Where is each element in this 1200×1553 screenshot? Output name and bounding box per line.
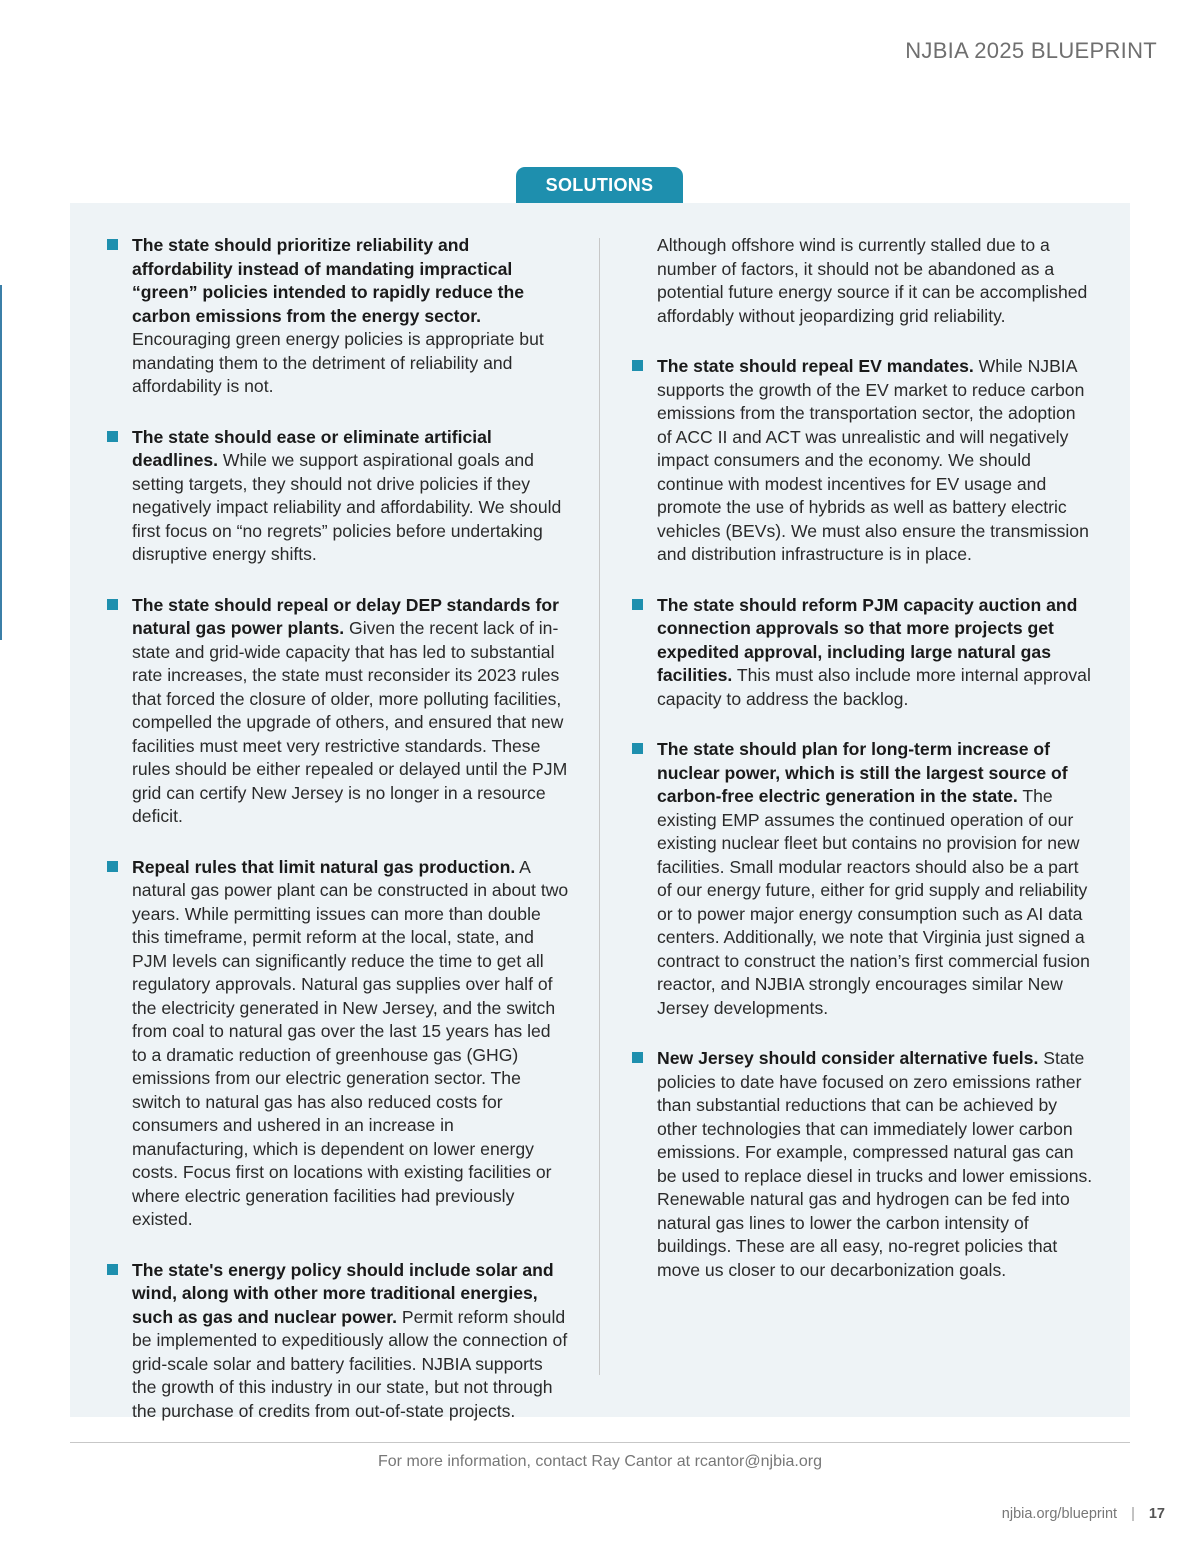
footer-contact: For more information, contact Ray Cantor at rcantor@njbia.org bbox=[378, 1453, 822, 1470]
column-divider bbox=[599, 238, 600, 1375]
solution-heading: The state should prioritize reliability and affordability instead of mandating impractical “green” policies intended to rapidly reduce the carbon emissions from the energy sector. bbox=[132, 235, 525, 326]
solution-heading: New Jersey should consider alternative fuels. bbox=[657, 1048, 1039, 1068]
solution-item bbox=[657, 355, 1095, 567]
solution-heading: Repeal rules that limit natural gas production. bbox=[132, 856, 516, 877]
solution-heading: The state should ease or eliminate artificial deadlines. bbox=[132, 426, 492, 470]
solution-item bbox=[657, 594, 1095, 712]
square-bullet-icon bbox=[107, 431, 118, 442]
continuation-paragraph: Although offshore wind is currently stalled due to a number of factors, it should not be abandoned as a potential future energy source if it can be accomplished affordably without jeopardizing grid reliability. bbox=[657, 235, 1088, 326]
right-column bbox=[657, 234, 1095, 1309]
solution-heading: The state's energy policy should include solar and wind, along with other more traditional energies, such as gas and nuclear power. bbox=[132, 1259, 554, 1327]
square-bullet-icon bbox=[632, 1052, 643, 1063]
page-number: 17 bbox=[1148, 1506, 1165, 1522]
left-column bbox=[132, 234, 570, 1450]
solution-text: Given the recent lack of in-state and grid-wide capacity that has led to substantial rate increases, the state must reconsider its 2023 rules that forced the closure of older, more polluting facilities, compelled the upgrade of others, and ensured that new facilities must meet very restrictive standards. These rules should be either repealed or delayed until the PJM grid can certify New Jersey is no longer in a resource deficit. bbox=[132, 618, 568, 826]
header-title: NJBIA 2025 BLUEPRINT bbox=[905, 38, 1157, 63]
footer-url-link[interactable]: njbia.org/blueprint bbox=[1001, 1506, 1118, 1522]
square-bullet-icon bbox=[107, 239, 118, 250]
solution-heading: The state should reform PJM capacity auction and connection approvals so that more projects get expedited approval, including large natural gas facilities. bbox=[657, 594, 1078, 685]
solution-text: This must also include more internal approval capacity to address the backlog. bbox=[657, 665, 1091, 709]
solution-text: State policies to date have focused on zero emissions rather than substantial reductions that can be achieved by other technologies that can immediately lower carbon emissions. For example, compressed natural gas can be used to replace diesel in trucks and lower emissions. Renewable natural gas and hydrogen can be fed into natural gas lines to lower the carbon intensity of buildings. These are all easy, no-regret policies that move us closer to our decarbonization goals. bbox=[657, 1048, 1093, 1280]
solution-text: While NJBIA supports the growth of the EV market to reduce carbon emissions from the transportation sector, the adoption of ACC II and ACT was unrealistic and will negatively impact consumers and the economy. We should continue with modest incentives for EV usage and promote the use of hybrids as well as battery electric vehicles (BEVs). We must also ensure the transmission and distribution infrastructure is in place. bbox=[657, 356, 1089, 564]
solution-text: While we support aspirational goals and setting targets, they should not drive policies if they negatively impact reliability and affordability. We should first focus on “no regrets” policies before undertaking disruptive energy shifts. bbox=[132, 450, 562, 564]
square-bullet-icon bbox=[632, 743, 643, 754]
solution-text: Encouraging green energy policies is appropriate but mandating them to the detriment of reliability and affordability is not. bbox=[132, 329, 544, 396]
solution-text: A natural gas power plant can be constructed in about two years. While permitting issues can more than double this timeframe, permit reform at the local, state, and PJM levels can significantly reduce the time to get all regulatory approvals. Natural gas supplies over half of the electricity generated in New Jersey, and the switch from coal to natural gas over the last 15 years has led to a dramatic reduction of greenhouse gas (GHG) emissions from our electric generation sector. The switch to natural gas has also reduced costs for consumers and ushered in an increase in manufacturing, which is dependent on lower energy costs. Focus first on locations with existing facilities or where electric generation facilities had previously existed. bbox=[132, 856, 569, 1229]
solution-heading: The state should repeal EV mandates. bbox=[657, 356, 974, 376]
footer-separator: | bbox=[1131, 1506, 1135, 1522]
page-footer bbox=[1002, 1506, 1165, 1522]
solution-text: Permit reform should be implemented to expeditiously allow the connection of grid-scale solar and battery facilities. NJBIA supports the growth of this industry in our state, but not through the purchase of credits from out-of-state projects. bbox=[132, 1306, 568, 1421]
solution-item bbox=[132, 594, 570, 829]
solution-item bbox=[132, 234, 570, 399]
square-bullet-icon bbox=[107, 861, 118, 872]
solution-item bbox=[657, 738, 1095, 1020]
square-bullet-icon bbox=[632, 599, 643, 610]
solution-item bbox=[132, 426, 570, 567]
square-bullet-icon bbox=[107, 1264, 118, 1275]
square-bullet-icon bbox=[107, 599, 118, 610]
solution-heading: The state should plan for long-term increase of nuclear power, which is still the largest source of carbon-free electric generation in the state. bbox=[657, 739, 1068, 806]
solutions-tab: SOLUTIONS bbox=[516, 167, 683, 203]
solution-item bbox=[132, 1259, 570, 1424]
solution-heading: The state should repeal or delay DEP standards for natural gas power plants. bbox=[132, 594, 559, 638]
square-bullet-icon bbox=[632, 360, 643, 371]
solution-item bbox=[657, 1047, 1095, 1282]
page-edge-mark bbox=[0, 285, 2, 640]
solution-text: The existing EMP assumes the continued operation of our existing nuclear fleet but contains no provision for new facilities. Small modular reactors should also be a part of our energy future, either for grid supply and reliability or to power major energy consumption such as AI data centers. Additionally, we note that Virginia just signed a contract to construct the nation’s first commercial fusion reactor, and NJBIA strongly encourages similar New Jersey developments. bbox=[657, 786, 1090, 1018]
footer-divider bbox=[70, 1442, 1130, 1443]
solution-item bbox=[132, 856, 570, 1232]
